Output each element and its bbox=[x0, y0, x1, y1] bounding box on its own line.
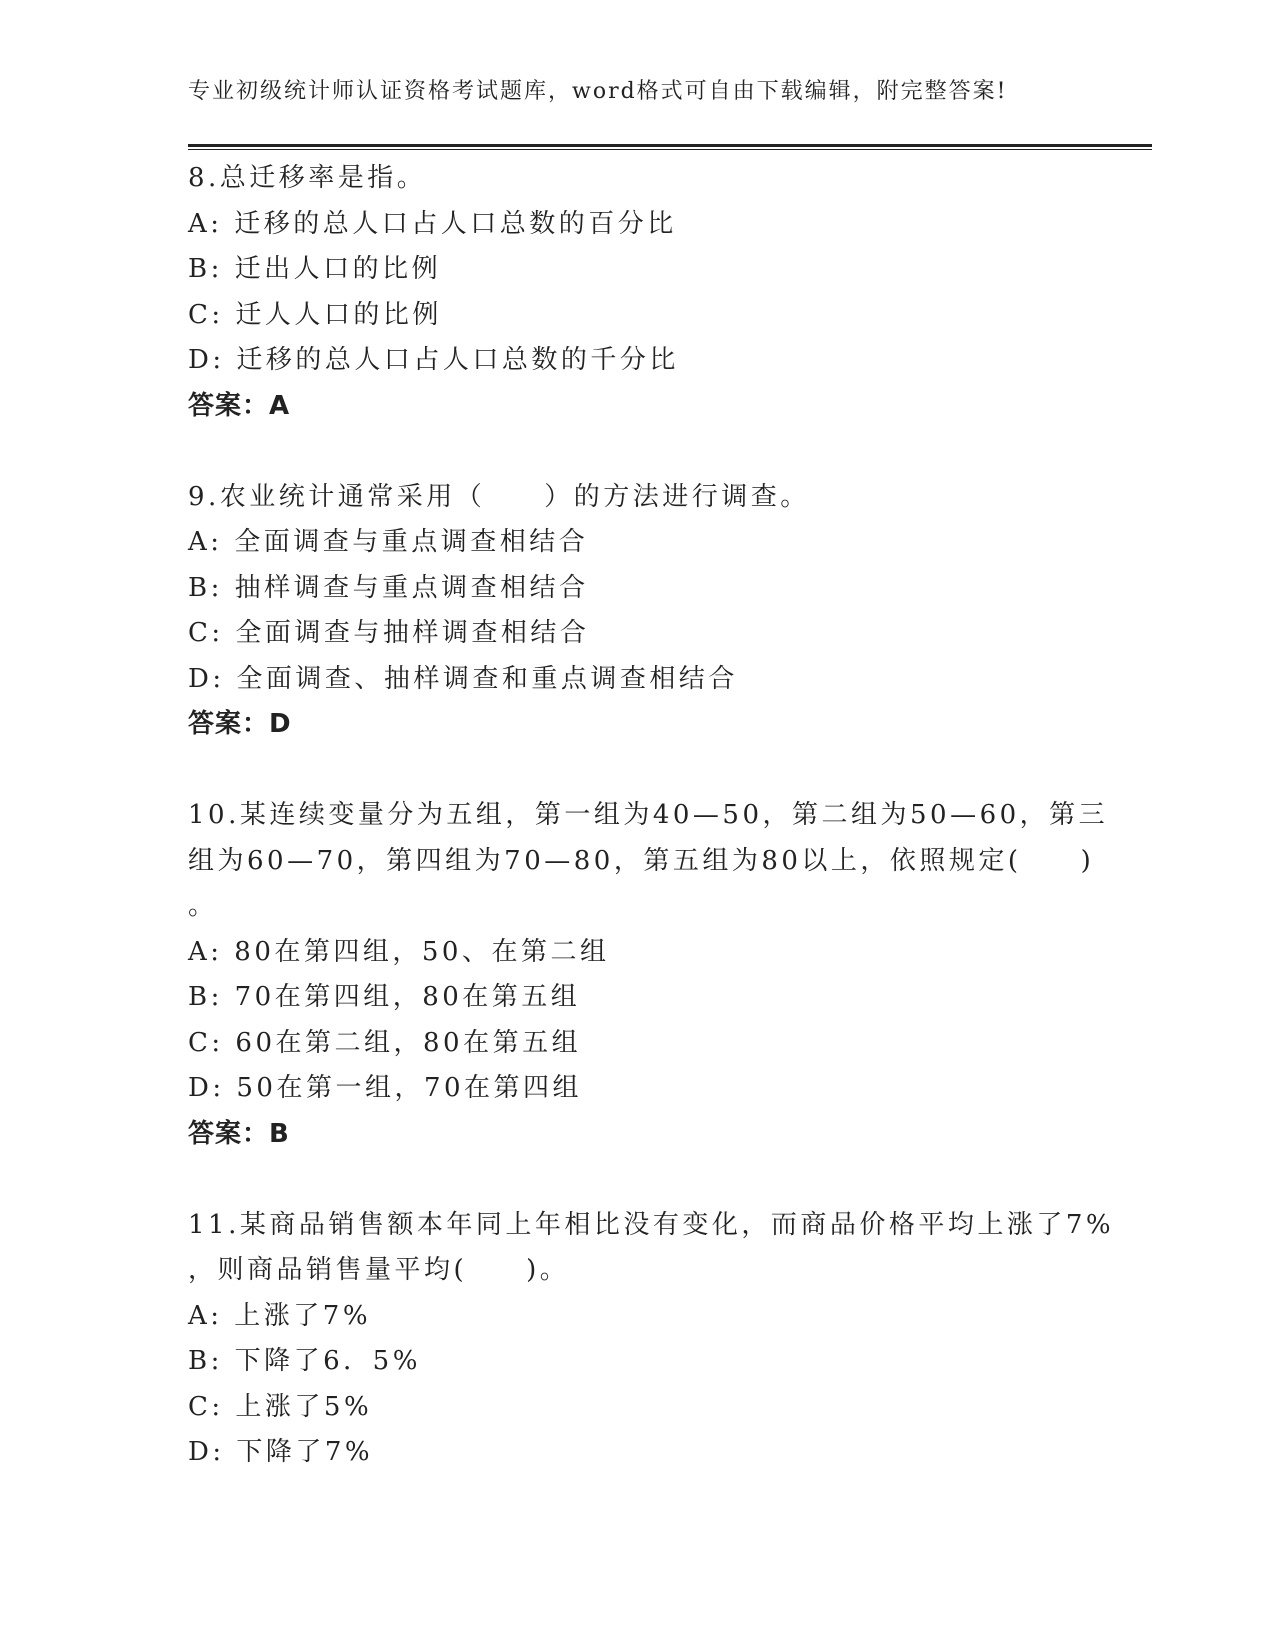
option-d: D: 50在第一组，70在第四组 bbox=[188, 1073, 583, 1103]
option-c: C: 全面调查与抽样调查相结合 bbox=[188, 618, 590, 648]
option-b: B: 下降了6．5% bbox=[188, 1346, 421, 1376]
question-stem-line-2: 组为60—70，第四组为70—80，第五组为80以上，依照规定( ) bbox=[188, 845, 1095, 876]
question-10 bbox=[188, 793, 1109, 1157]
answer-label: 答案：D bbox=[188, 709, 292, 739]
option-b: B: 70在第四组，80在第五组 bbox=[188, 982, 581, 1012]
option-c: C: 迁人人口的比例 bbox=[188, 299, 442, 330]
option-c: C: 60在第二组，80在第五组 bbox=[188, 1027, 582, 1058]
header-rule bbox=[188, 144, 1152, 150]
question-stem-line-1: 11.某商品销售额本年同上年相比没有变化，而商品价格平均上涨了7% bbox=[188, 1209, 1115, 1240]
option-d: D: 下降了7% bbox=[188, 1437, 374, 1467]
question-stem-line-1: 10.某连续变量分为五组，第一组为40—50，第二组为50—60，第三 bbox=[188, 800, 1109, 830]
question-stem-line-2: ，则商品销售量平均( )。 bbox=[188, 1255, 570, 1285]
page-header: 专业初级统计师认证资格考试题库，word格式可自由下载编辑，附完整答案! bbox=[188, 79, 1008, 104]
question-stem: 8.总迁移率是指。 bbox=[188, 163, 427, 193]
option-d: D: 迁移的总人口占人口总数的千分比 bbox=[188, 345, 679, 375]
question-11 bbox=[188, 1203, 1115, 1476]
question-stem: 9.农业统计通常采用（ ）的方法进行调查。 bbox=[188, 481, 810, 512]
answer-label: 答案：B bbox=[188, 1118, 290, 1149]
option-d: D: 全面调查、抽样调查和重点调查相结合 bbox=[188, 663, 738, 694]
option-a: A: 全面调查与重点调查相结合 bbox=[188, 527, 589, 557]
option-a: A: 80在第四组，50、在第二组 bbox=[188, 936, 610, 967]
option-a: A: 迁移的总人口占人口总数的百分比 bbox=[188, 208, 677, 239]
option-b: B: 抽样调查与重点调查相结合 bbox=[188, 572, 589, 603]
question-list bbox=[188, 156, 1115, 1521]
question-9 bbox=[188, 475, 1088, 748]
option-c: C: 上涨了5% bbox=[188, 1391, 373, 1422]
option-a: A: 上涨了7% bbox=[188, 1300, 372, 1331]
option-b: B: 迁出人口的比例 bbox=[188, 254, 442, 284]
question-8 bbox=[188, 156, 1088, 429]
question-stem-line-3: 。 bbox=[188, 891, 218, 921]
answer-label: 答案：A bbox=[188, 390, 291, 421]
